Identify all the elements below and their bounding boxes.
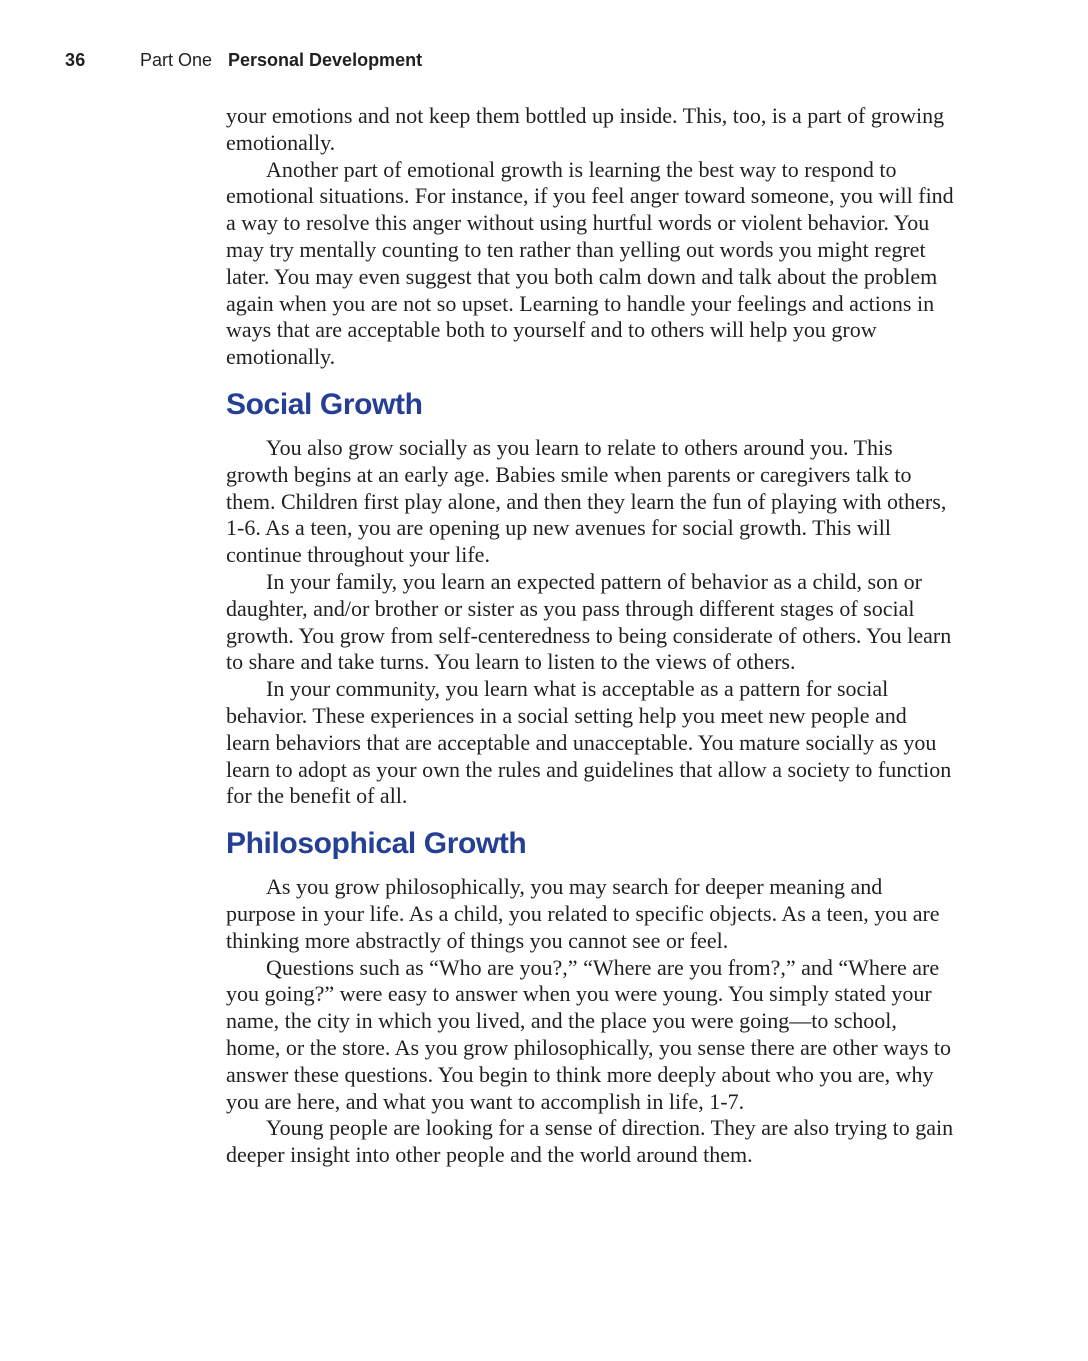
paragraph-philosophical-growth-3: Young people are looking for a sense of direction. They are also trying to gain deeper insight into other people and the world around them. (226, 1115, 954, 1168)
section-heading-social-growth: Social Growth (226, 387, 423, 421)
page-header (0, 50, 1088, 74)
paragraph-emotional-growth-continuation: your emotions and not keep them bottled up inside. This, too, is a part of growing emotionally. (226, 103, 945, 155)
part-title: Personal Development (228, 50, 423, 70)
part-label: Part One (140, 50, 213, 70)
section-heading-philosophical-growth: Philosophical Growth (226, 827, 527, 861)
paragraph-philosophical-growth-2: Questions such as “Who are you?,” “Where are you from?,” and “Where are you going?” were easy to answer when you were young. You simply stated your name, the city in which you lived, and the place you were going—to school, home, or the store. As you grow philosophically, you sense there are other ways to answer these questions. You begin to think more deeply about who you are, why you are here, and what you want to accomplish in life, 1-7. (226, 954, 952, 1114)
paragraph-social-growth-3: In your community, you learn what is acceptable as a pattern for social behavior. These experiences in a social setting help you meet new people and learn behaviors that are acceptable and unacceptable. You mature socially as you learn to adopt as your own the rules and guidelines that allow a society to function for the benefit of all. (226, 676, 952, 809)
paragraph-social-growth-2: In your family, you learn an expected pattern of behavior as a child, son or daughter, and/or brother or sister as you pass through different stages of social growth. You grow from self-centeredness to being considerate of others. You learn to share and take turns. You learn to listen to the views of others. (226, 568, 952, 675)
page-number: 36 (65, 50, 86, 70)
text-column (226, 103, 954, 1169)
paragraph-social-growth-1: You also grow socially as you learn to relate to others around you. This growth begins at an early age. Babies smile when parents or caregivers talk to them. Children first play alone, and then they learn the fun of playing with others, 1-6. As a teen, you are opening up new avenues for social growth. This will continue throughout your life. (226, 434, 947, 568)
paragraph-emotional-growth-another-part: Another part of emotional growth is learning the best way to respond to emotional situations. For instance, if you feel anger toward someone, you will find a way to resolve this anger without using hurtful words or violent behavior. You may try mentally counting to ten rather than yelling out words you might regret later. You may even suggest that you both calm down and talk about the problem again when you are not so upset. Learning to handle your feelings and actions in ways that are acceptable both to yourself and to others will help you grow emotionally. (226, 156, 954, 370)
paragraph-philosophical-growth-1: As you grow philosophically, you may search for deeper meaning and purpose in your life. As a child, you related to specific objects. As a teen, you are thinking more abstractly of things you cannot see or feel. (226, 874, 940, 953)
